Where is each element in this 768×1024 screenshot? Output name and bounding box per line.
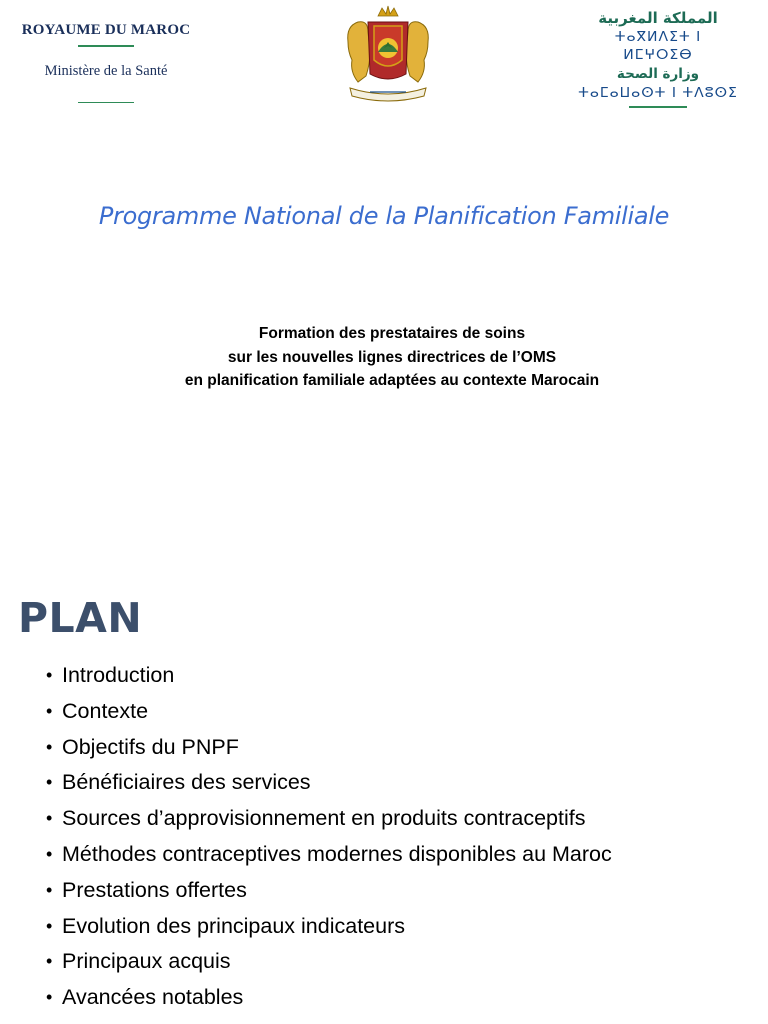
subtitle-line: Formation des prestataires de soins [258,325,526,342]
divider [629,106,687,108]
training-subtitle [0,322,768,393]
divider [78,45,134,47]
header-left [18,22,194,103]
bullet-icon: • [46,843,53,864]
bullet-icon: • [46,700,53,721]
list-item: • Sources d’approvisionnement en produits contraceptifs [46,801,612,837]
bullet-icon: • [46,736,53,757]
bullet-icon: • [46,915,53,936]
list-item: • Objectifs du PNPF [46,730,612,766]
plan-heading: PLAN [18,594,143,642]
list-item: • Méthodes contraceptives modernes disponibles au Maroc [46,837,612,873]
subtitle-line: sur les nouvelles lignes directrices de l’OMS [227,348,557,366]
list-item: • Contexte [46,694,612,730]
document-title: Programme National de la Planification Familiale [98,202,670,230]
plan-list [46,658,612,1016]
subtitle-line: en planification familiale adaptées au contexte Marocain [184,372,600,389]
list-item: • Evolution des principaux indicateurs [46,909,612,945]
list-item: • Prestations offertes [46,873,612,909]
list-item: • Bénéficiaires des services [46,765,612,801]
header-right [578,8,738,108]
bullet-icon: • [46,879,53,900]
ministry-name-tifinagh: ⵜⴰⵎⴰⵡⴰⵙⵜ ⵏ ⵜⴷⵓⵙⵉ [578,85,738,101]
bullet-icon: • [46,665,53,685]
divider [78,102,134,104]
kingdom-name-ar: المملكة المغربية [598,9,718,27]
ministry-name-fr: Ministère de la Santé [44,62,168,79]
moroccan-coat-of-arms-icon [340,2,436,106]
bullet-icon: • [46,772,53,793]
ministry-name-ar: وزارة الصحة [616,66,700,82]
list-item: • Avancées notables [46,980,612,1016]
kingdom-name-tifinagh: ⵜⴰⴳⵍⴷⵉⵜ ⵏ ⵍⵎⵖⵔⵉⴱ [614,29,702,63]
bullet-icon: • [46,808,53,829]
bullet-icon: • [46,951,53,972]
list-item: • Principaux acquis [46,944,612,980]
kingdom-name-fr: ROYAUME DU MAROC [21,22,191,38]
list-item: • Introduction [46,658,612,694]
bullet-icon: • [46,987,53,1008]
